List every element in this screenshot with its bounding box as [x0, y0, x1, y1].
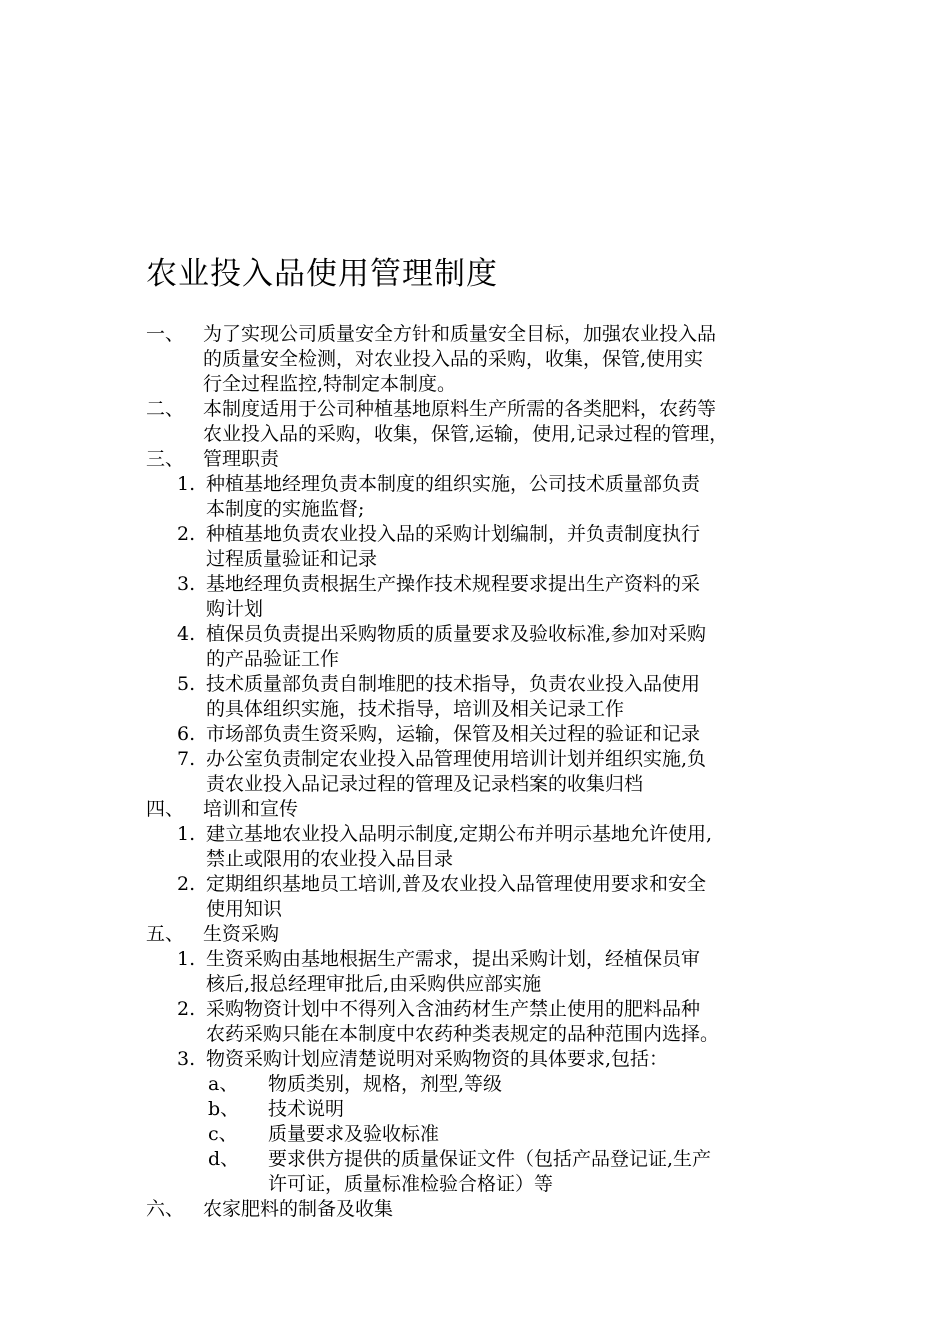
list-item-number: 1. — [177, 823, 196, 845]
list-item-text: 办公室负责制定农业投入品管理使用培训计划并组织实施,负 — [206, 748, 707, 770]
section-heading: 管理职责 — [203, 448, 280, 470]
list-item-number: 3. — [177, 1048, 196, 1070]
sub-item-text: 技术说明 — [268, 1098, 345, 1120]
list-item-number: 3. — [177, 573, 196, 595]
list-item-text: 农药采购只能在本制度中农药种类表规定的品种范围内选择。 — [206, 1023, 720, 1045]
list-item-text: 本制度的实施监督; — [206, 498, 365, 520]
list-item-text: 采购物资计划中不得列入含油药材生产禁止使用的肥料品种 — [206, 998, 701, 1020]
section-text: 农业投入品的采购，收集，保管,运输，使用,记录过程的管理， — [203, 423, 729, 445]
list-item-number: 4. — [177, 623, 196, 645]
section-heading: 培训和宣传 — [203, 798, 299, 820]
list-item-text: 生资采购由基地根据生产需求，提出采购计划，经植保员审 — [206, 948, 701, 970]
sub-item-text: 质量要求及验收标准 — [268, 1123, 440, 1145]
list-item-text: 定期组织基地员工培训,普及农业投入品管理使用要求和安全 — [206, 873, 707, 895]
section-heading: 为了实现公司质量安全方针和质量安全目标，加强农业投入品 — [203, 323, 717, 345]
list-item-text: 植保员负责提出采购物质的质量要求及验收标准,参加对采购 — [206, 623, 707, 645]
list-item-number: 2. — [177, 523, 196, 545]
section-heading: 生资采购 — [203, 923, 280, 945]
list-item-text: 使用知识 — [206, 898, 283, 920]
list-item-text: 过程质量验证和记录 — [206, 548, 378, 570]
list-item-text: 的具体组织实施，技术指导，培训及相关记录工作 — [206, 698, 625, 720]
list-item-text: 物资采购计划应清楚说明对采购物资的具体要求,包括： — [206, 1048, 669, 1070]
list-item-number: 1. — [177, 948, 196, 970]
section-number: 三、 — [146, 448, 185, 470]
list-item-text: 的产品验证工作 — [206, 648, 340, 670]
list-item-text: 购计划 — [206, 598, 264, 620]
sub-item-text: 物质类别，规格，剂型,等级 — [268, 1073, 503, 1095]
section-number: 四、 — [146, 798, 185, 820]
document-title: 农业投入品使用管理制度 — [146, 256, 498, 292]
list-item-text: 责农业投入品记录过程的管理及记录档案的收集归档 — [206, 773, 644, 795]
list-item-number: 5. — [177, 673, 196, 695]
section-number: 五、 — [146, 923, 185, 945]
list-item-number: 7. — [177, 748, 196, 770]
list-item-number: 1. — [177, 473, 196, 495]
list-item-text: 种植基地负责农业投入品的采购计划编制，并负责制度执行 — [206, 523, 701, 545]
sub-item-text: 许可证，质量标准检验合格证）等 — [268, 1173, 554, 1195]
section-number: 一、 — [146, 323, 185, 345]
sub-item-letter: a、 — [208, 1073, 239, 1095]
list-item-text: 禁止或限用的农业投入品目录 — [206, 848, 454, 870]
list-item-text: 种植基地经理负责本制度的组织实施，公司技术质量部负责 — [206, 473, 701, 495]
section-heading: 本制度适用于公司种植基地原料生产所需的各类肥料，农药等 — [203, 398, 717, 420]
list-item-number: 2. — [177, 873, 196, 895]
section-number: 二、 — [146, 398, 185, 420]
list-item-number: 2. — [177, 998, 196, 1020]
list-item-text: 建立基地农业投入品明示制度,定期公布并明示基地允许使用, — [206, 823, 713, 845]
section-text: 行全过程监控,特制定本制度。 — [203, 373, 457, 395]
sub-item-text: 要求供方提供的质量保证文件（包括产品登记证,生产 — [268, 1148, 712, 1170]
section-number: 六、 — [146, 1198, 185, 1220]
sub-item-letter: c、 — [208, 1123, 238, 1145]
list-item-number: 6. — [177, 723, 196, 745]
sub-item-letter: b、 — [208, 1098, 240, 1120]
list-item-text: 市场部负责生资采购，运输，保管及相关过程的验证和记录 — [206, 723, 701, 745]
section-heading: 农家肥料的制备及收集 — [203, 1198, 394, 1220]
sub-item-letter: d、 — [208, 1148, 240, 1170]
list-item-text: 基地经理负责根据生产操作技术规程要求提出生产资料的采 — [206, 573, 701, 595]
list-item-text: 技术质量部负责自制堆肥的技术指导，负责农业投入品使用 — [206, 673, 701, 695]
list-item-text: 核后,报总经理审批后,由采购供应部实施 — [206, 973, 542, 995]
section-text: 的质量安全检测，对农业投入品的采购，收集，保管,使用实 — [203, 348, 704, 370]
